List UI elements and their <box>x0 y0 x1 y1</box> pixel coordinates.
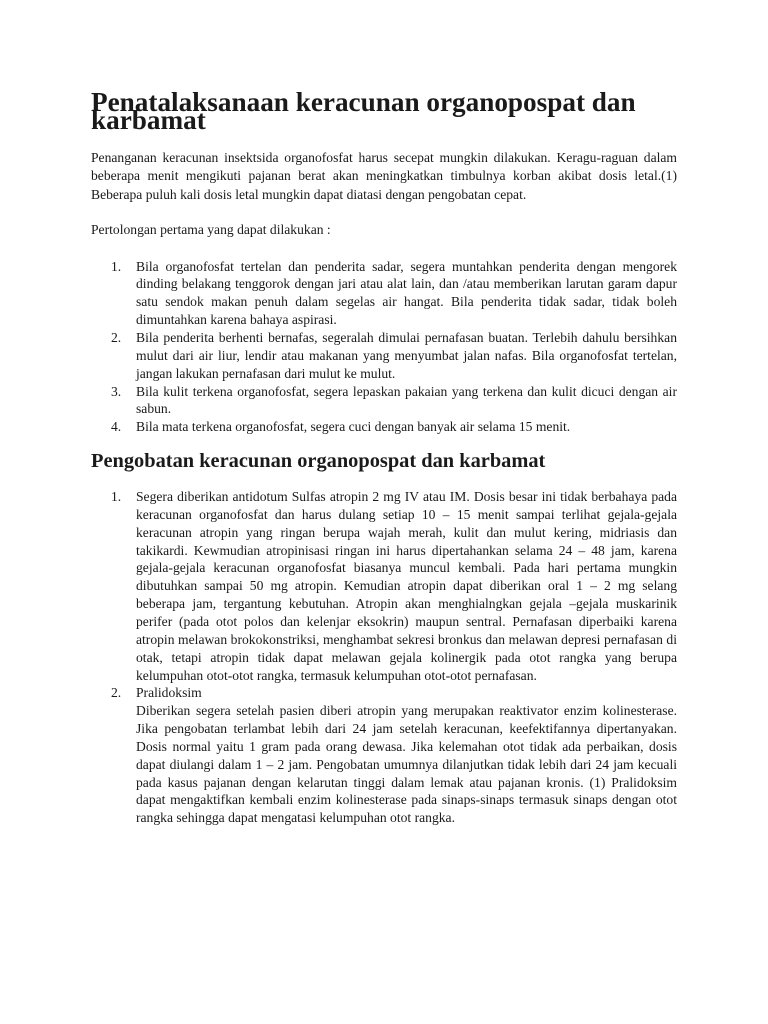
list-item-text: Diberikan segera setelah pasien diberi atropin yang merupakan reaktivator enzim kolinesterase. Jika pengobatan terlambat lebih dari 24 jam setelah keracunan, keefektifannya dipertanyakan. Dosis normal yaitu 1 gram pada orang dewasa. Jika kelemahan otot tidak ada perbaikan, dosis dapat diulangi dalam 1 – 2 jam. Pengobatan umumnya dilanjutkan tidak lebih dari 24 jam kecuali pada kasus pajanan dengan kelarutan tinggi dalam lemak atau pajanan kronis. (1) Pralidoksim dapat mengaktifkan kembali enzim kolinesterase pada sinaps-sinaps termasuk sinaps dengan otot rangka sehingga dapat mengatasi kelumpuhan otot rangka. <box>136 703 677 826</box>
list-number: 2. <box>111 685 122 701</box>
first-aid-list <box>91 258 677 436</box>
list-item-text: Bila mata terkena organofosfat, segera cuci dengan banyak air selama 15 menit. <box>136 419 571 435</box>
list-item <box>91 329 677 383</box>
list-number: 4. <box>111 419 122 435</box>
section2-heading: Pengobatan keracunan organopospat dan karbamat <box>91 450 546 473</box>
list-number: 2. <box>111 330 122 345</box>
list-number: 1. <box>111 258 122 274</box>
list-item <box>91 488 677 684</box>
section1-heading: Penatalaksanaan keracunan organopospat dan karbamat <box>91 87 636 135</box>
list-number: 3. <box>111 383 122 399</box>
first-aid-lead: Pertolongan pertama yang dapat dilakukan : <box>91 222 331 238</box>
list-item <box>91 383 677 419</box>
intro-paragraph: Penanganan keracunan insektsida organofosfat harus secepat mungkin dilakukan. Keragu-raguan dalam beberapa menit mengikuti pajanan berat akan meningkatkan timbulnya korban akibat dosis letal.(1) Beberapa puluh kali dosis letal mungkin dapat diatasi dengan pengobatan cepat. <box>91 150 677 202</box>
list-item-title: Pralidoksim <box>136 685 202 701</box>
list-item-text: Bila penderita berhenti bernafas, segeralah dimulai pernafasan buatan. Terlebih dahulu bersihkan mulut dari air liur, lendir atau makanan yang menyumbat jalan nafas. Bila organofosfat tertelan, jangan lakukan pernafasan dari mulut ke mulut. <box>136 330 677 381</box>
list-item <box>91 418 677 436</box>
list-item <box>91 258 677 329</box>
list-item-text: Bila kulit terkena organofosfat, segera lepaskan pakaian yang terkena dan kulit dicuci dengan air sabun. <box>136 383 677 417</box>
list-number: 1. <box>111 489 122 505</box>
list-item-text: Segera diberikan antidotum Sulfas atropin 2 mg IV atau IM. Dosis besar ini tidak berbahaya pada keracunan organofosfat dan harus dulang setiap 10 – 15 menit sampai terlihat gejala-gejala keracunan atropin yang ringan berupa wajah merah, kulit dan mulut kering, midriasis dan takikardi. Kewmudian atropinisasi ringan ini harus dipertahankan selama 24 – 48 jam, karena gejala-gejala keracunan organofosfat biasanya muncul kembali. Pada hari pertama mungkin dibutuhkan sampai 50 mg atropin. Kemudian atropin dapat diberikan oral 1 – 2 mg selang beberapa jam, tergantung kebutuhan. Atropin akan menghialngkan gejala –gejala muskarinik perifer (pada otot polos dan kelenjar eksokrin) maupun sentral. Pernafasan diperbaiki karena atropin melawan brokokonstriksi, menghambat sekresi bronkus dan melawan depresi pernafasan di otak, tetapi atropin tidak dapat melawan gejala kolinergik pada otot rangka yang berupa kelumpuhan otot-otot rangka, termasuk kelumpuhan otot-otot pernafasan. <box>136 489 677 683</box>
treatment-list <box>91 488 677 827</box>
document-content <box>91 87 677 827</box>
list-item <box>91 684 677 827</box>
list-item-text: Bila organofosfat tertelan dan penderita sadar, segera muntahkan penderita dengan mengorek dinding belakang tenggorok dengan jari atau alat lain, dan /atau memberikan larutan garam dapur satu sendok makan penuh dalam segelas air hangat. Bila penderita tidak sadar, tidak boleh dimuntahkan karena bahaya aspirasi. <box>136 258 677 328</box>
